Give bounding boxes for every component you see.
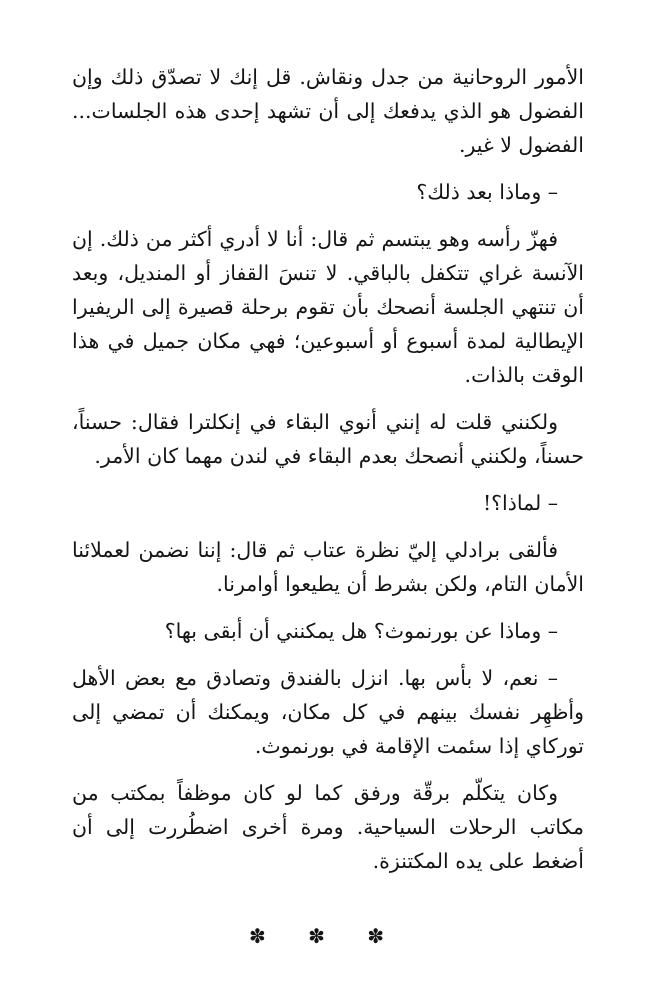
paragraph-1: الأمور الروحانية من جدل ونقاش. قل إنك لا تصدّق ذلك وإن الفضول هو الذي يدفعك إلى أن تشهد إحدى هذه الجلسات... الفضول لا غير. [72, 65, 584, 157]
dialogue-line-2: – لماذا؟! [482, 491, 558, 515]
paragraph-6: وكان يتكلّم برقّة ورفق كما لو كان موظفاً بمكتب من مكاتب الرحلات السياحية. ومرة أخرى اضطُررت إلى أن أضغط على يده المكتنزة. [72, 781, 584, 873]
paragraph-4: فألقى برادلي إليّ نظرة عتاب ثم قال: إننا نضمن لعملائنا الأمان التام، ولكن بشرط أن يطيعوا أوامرنا. [72, 538, 584, 596]
dialogue-line-1: – وماذا بعد ذلك؟ [416, 180, 558, 204]
paragraph-5: – نعم، لا بأس بها. انزل بالفندق وتصادق مع بعض الأهل وأظهِر نفسك بينهم في كل مكان، ويمكنك أن تمضي إلى توركاي إذا سئمت الإقامة في بورنموث. [72, 666, 584, 758]
paragraph-2: فهزّ رأسه وهو يبتسم ثم قال: أنا لا أدري أكثر من ذلك. إن الآنسة غراي تتكفل بالباقي. لا تنسَ القفاز أو المنديل، وبعد أن تنتهي الجلسة أنصحك بأن تقوم برحلة قصيرة إلى الريفيرا الإيطالية لمدة أسبوع أو أسبوعين؛ فهي مكان جميل في هذا الوقت بالذات. [72, 227, 584, 387]
dialogue-line-3: – وماذا عن بورنموث؟ هل يمكنني أن أبقى بها؟ [164, 619, 558, 643]
section-separator: ✽ ✽ ✽ [249, 924, 402, 948]
page-body [72, 60, 584, 891]
paragraph-3: ولكنني قلت له إنني أنوي البقاء في إنكلترا فقال: حسناً، حسناً، ولكنني أنصحك بعدم البقاء في لندن مهما كان الأمر. [72, 410, 584, 468]
